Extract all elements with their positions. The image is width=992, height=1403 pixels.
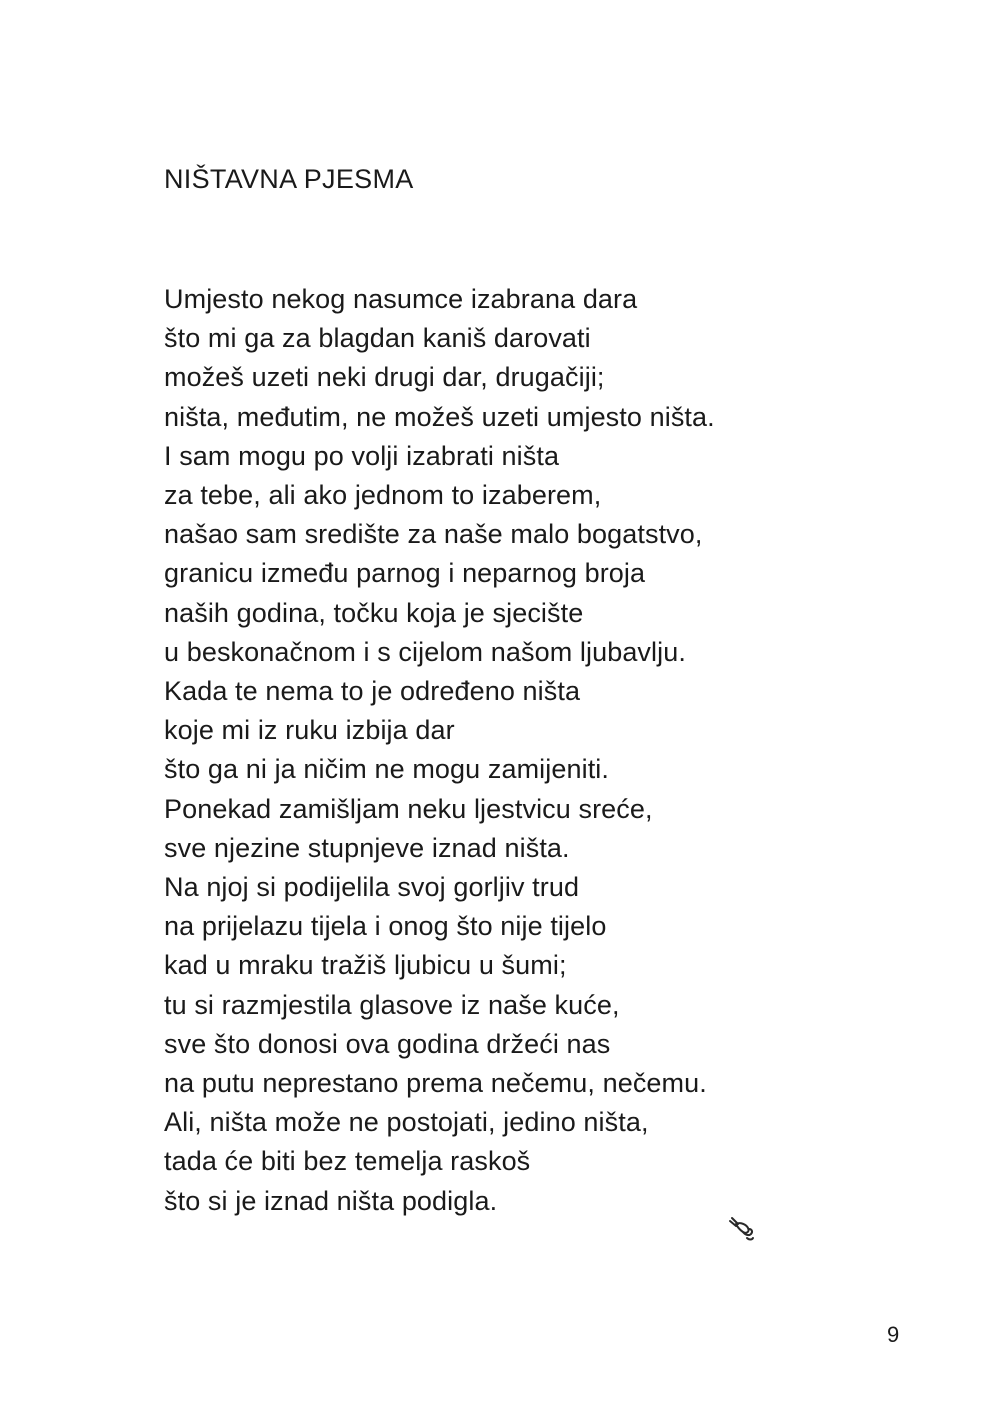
poem-line: Ali, ništa može ne postojati, jedino ništa, [164,1107,649,1138]
poem-line: na putu neprestano prema nečemu, nečemu. [164,1068,707,1099]
poem-line: granicu između parnog i neparnog broja [164,558,646,589]
poem-line: u beskonačnom i s cijelom našom ljubavlju. [164,636,686,667]
poem-line: sve što donosi ova godina držeći nas [164,1028,611,1059]
poem-line: što mi ga za blagdan kaniš darovati [164,323,591,354]
poem-line: što si je iznad ništa podigla. [164,1185,498,1216]
poem-line: I sam mogu po volji izabrati ništa [164,440,560,471]
poem-title: NIŠTAVNA PJESMA [164,164,414,194]
flower-ornament-icon [726,1214,758,1246]
poem-body [164,280,715,1221]
poem-line: našao sam središte za naše malo bogatstvo, [164,519,703,550]
poem-line: ništa, međutim, ne možeš uzeti umjesto ništa. [164,401,715,432]
poem-line: što ga ni ja ničim ne mogu zamijeniti. [164,754,610,785]
poem-line: Ponekad zamišljam neku ljestvicu sreće, [164,793,653,824]
poem-line: na prijelazu tijela i onog što nije tijelo [164,911,607,942]
poem-line: naših godina, točku koja je sjecište [164,597,584,628]
page-number: 9 [887,1322,900,1347]
poem-line: možeš uzeti neki drugi dar, drugačiji; [164,362,605,393]
poem-line: Kada te nema to je određeno ništa [164,676,581,707]
poem-line: kad u mraku tražiš ljubicu u šumi; [164,950,567,981]
poem-line: Umjesto nekog nasumce izabrana dara [164,284,638,314]
poem-line: tada će biti bez temelja raskoš [164,1146,531,1177]
poem-line: Na njoj si podijelila svoj gorljiv trud [164,872,580,903]
poem-line: koje mi iz ruku izbija dar [164,715,455,746]
poem-line: sve njezine stupnjeve iznad ništa. [164,832,570,863]
poem-line: za tebe, ali ako jednom to izaberem, [164,480,602,511]
poem-line: tu si razmjestila glasove iz naše kuće, [164,989,620,1020]
